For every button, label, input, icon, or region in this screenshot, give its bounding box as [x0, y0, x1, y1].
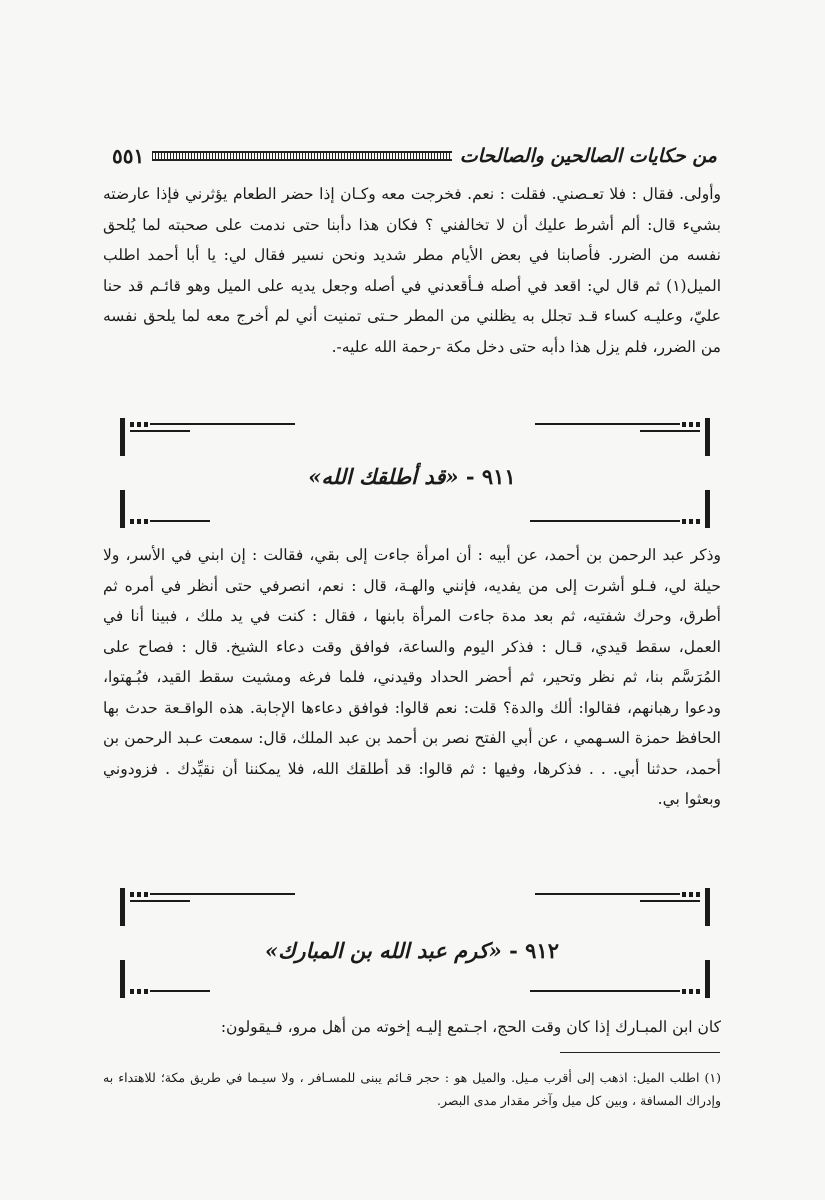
ornament-bottom-left — [120, 490, 300, 530]
header-rule — [152, 151, 451, 161]
paragraph-911: وذكر عبد الرحمن بن أحمد، عن أبيه : أن امرأة جاءت إلى بقي، فقالت : إن ابني في الأسر، ولا حيلة لي، فـلو أشرت إلى من يفديه، فإنني والهـة، قال : نعم، انصرفي حتى أنظر في أمره ثم أطرق، وحرك شفتيه، ثم بعد مدة جاءت المرأة بابنها ، فقال : كنت في يد ملك ، فبينا أنا في العمل، سقط قيدي، قـال : فذكر اليوم والساعة، فوافق وقت دعاء الشيخ. قال : فصاح على المُرَسَّم بنا، ثم نظر وتحير، ثم أحضر الحداد وقيدني، فلما فرغه ومشيت سقط القيد، فبُـهتوا، ودعوا رهبانهم، فقالوا: ألك والدة؟ قلت: نعم قالوا: فوافق دعاءها الإجابة. هذه الواقـعة حدث بها الحافظ حمزة السـهمي ، عن أبي الفتح نصر بن أحمد بن عبد الملك، قال: سمعت عـبد الرحمن بن أحمد، حدثنا أبي. . . فذكرها، وفيها : ثم قالوا: قد أطلقك الله، فلا يمكننا أن نقيِّدك . فزودوني وبعثوا بي. — [103, 546, 721, 808]
footnote: (١) اطلب الميل: اذهب إلى أقرب مـيل. والميل هو : حجر قـائم يبنى للمسـافر ، ولا سيـما في طريق مكة؛ للاهتداء به وإدراك المسافة ، وبين كل ميل وآخر مقدار مدى البصر. — [103, 1070, 721, 1108]
paragraph-912: كان ابن المبـارك إذا كان وقت الحج، اجـتمع إليـه إخوته من أهل مرو، فـيقولون: — [220, 1018, 721, 1036]
ornament-top-left-2 — [120, 888, 300, 928]
running-header — [112, 143, 717, 169]
ornament-top-right — [530, 418, 710, 458]
ornament-bottom-right — [530, 490, 710, 530]
ornament-top-left — [120, 418, 300, 458]
footnote-separator — [560, 1052, 720, 1053]
section-heading-911: ٩١١ - «قد أطلقك الله» — [308, 464, 516, 489]
page-number: ٥٥١ — [112, 144, 145, 168]
ornament-bottom-right-2 — [530, 960, 710, 1000]
paragraph-continuation: وأولى. فقال : فلا تعـصني. فقلت : نعم. فخرجت معه وكـان إذا حضر الطعام يؤثرني فإذا عارضته بشيء قال: ألم أشرط عليك أن لا تخالفني ؟ فكان هذا دأبنا حتى ندمت على صحبته لما يُلحق نفسه من الضرر. فأصابنا في بعض الأيام مطر شديد ونحن نسير فقال لي: يا أبا أحمد اطلب الميل(١) ثم قال لي: اقعد في أصله فـأقعدني في أصله وجعل يديه على الميل وهو قائـم قد حنا عليّ، وعليـه كساء قـد تجلل به يظلني من المطر حـتى تمنيت أني لم أخرج معه لما يلحق نفسه من الضرر، فلم يزل هذا دأبه حتى دخل مكة -رحمة الله عليه-. — [103, 185, 721, 356]
ornament-bottom-left-2 — [120, 960, 300, 1000]
section-heading-912: ٩١٢ - «كرم عبد الله بن المبارك» — [265, 938, 559, 963]
ornament-top-right-2 — [530, 888, 710, 928]
running-title: من حكايات الصالحين والصالحات — [459, 145, 717, 167]
